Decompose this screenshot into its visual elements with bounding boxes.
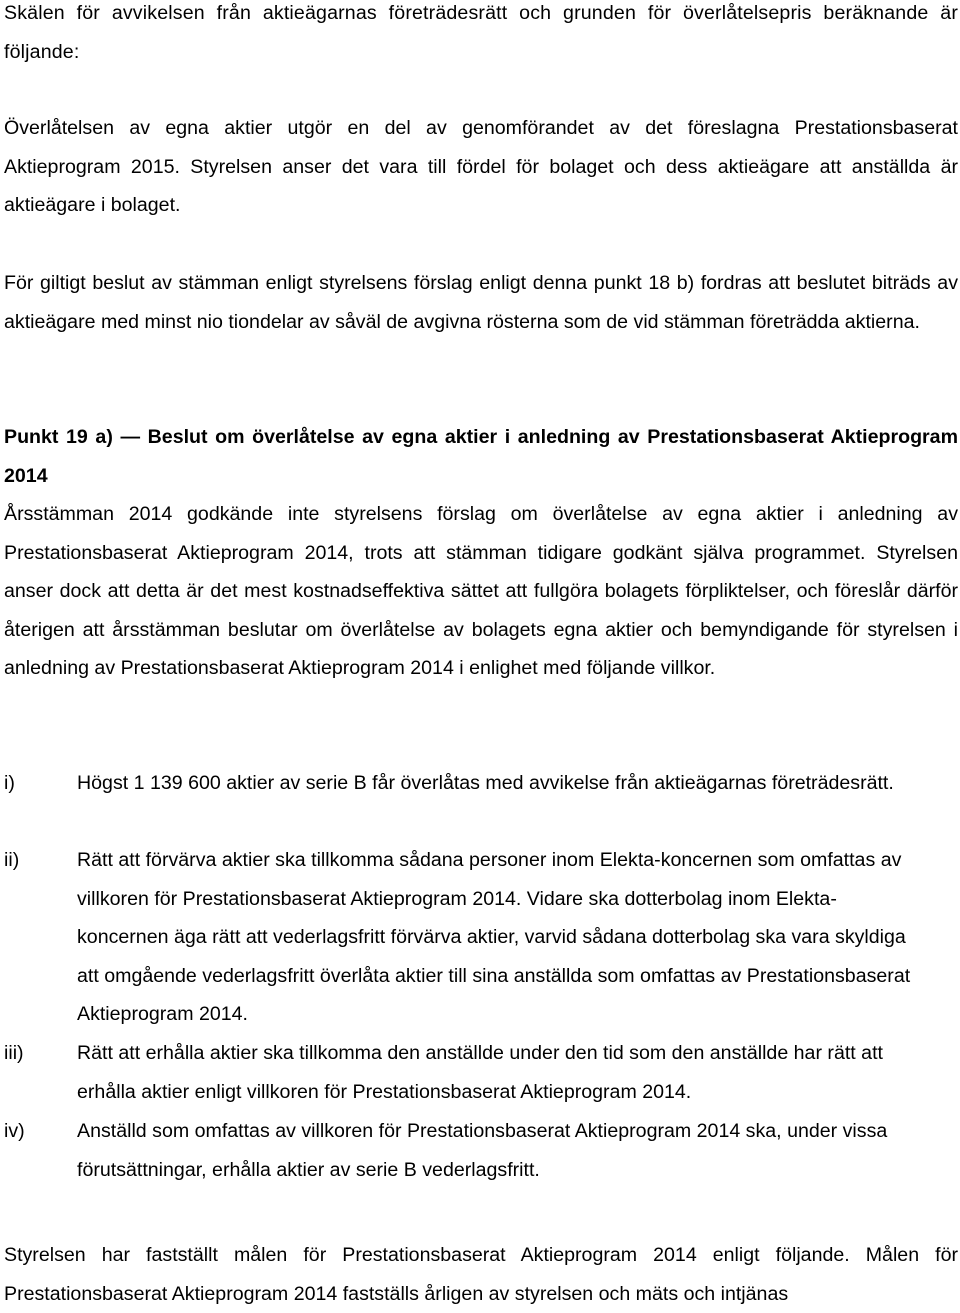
paragraph-background: Årsstämman 2014 godkände inte styrelsens förslag om överlåtelse av egna aktier i anledning av Prestationsbaserat Aktieprogram 2014, trots att stämman tidigare godkänt själva programmet. Styrelsen anser dock att detta är det mest kostnadseffektiva sättet att fullgöra bolagets förpliktelser, och föreslår därför återigen att årsstämman beslutar om överlåtelse av bolagets egna aktier och bemyndigande för styrelsen i anledning av Prestationsbaserat Aktieprogram 2014 i enlighet med följande villkor. [4, 503, 958, 679]
condition-text: Högst 1 139 600 aktier av serie B får överlåtas med avvikelse från aktieägarnas företrädesrätt. [77, 772, 894, 794]
paragraph-targets: Styrelsen har fastställt målen för Prestationsbaserat Aktieprogram 2014 enligt följande. Målen för Prestationsbaserat Aktieprogram 2014 fastställs årligen av styrelsen och mäts och intjänas [4, 1244, 958, 1305]
condition-text: Rätt att erhålla aktier ska tillkomma den anställde under den tid som den anställde har rätt att erhålla aktier enligt villkoren för Prestationsbaserat Aktieprogram 2014. [77, 1042, 883, 1103]
paragraph-intro: Skälen för avvikelsen från aktieägarnas företrädesrätt och grunden för överlåtelsepris beräknande är följande: [4, 2, 958, 63]
condition-text: Anställd som omfattas av villkoren för Prestationsbaserat Aktieprogram 2014 ska, under vissa förutsättningar, erhålla aktier av serie B vederlagsfritt. [77, 1120, 888, 1181]
condition-marker: iv) [4, 1120, 25, 1142]
paragraph-rationale: Överlåtelsen av egna aktier utgör en del av genomförandet av det föreslagna Prestationsbaserat Aktieprogram 2015. Styrelsen anser det vara till fördel för bolaget och dess aktieägare att anställda är aktieägare i bolaget. [4, 117, 958, 216]
condition-marker: ii) [4, 849, 20, 871]
condition-text: Rätt att förvärva aktier ska tillkomma sådana personer inom Elekta-koncernen som omfattas av villkoren för Prestationsbaserat Aktieprogram 2014. Vidare ska dotterbolag inom Elekta-koncernen äga rätt att vederlagsfritt förvärva aktier, varvid sådana dotterbolag ska vara skyldiga att omgående vederlagsfritt överlåta aktier till sina anställda som omfattas av Prestationsbaserat Aktieprogram 2014. [77, 849, 911, 1025]
paragraph-majority-requirement: För giltigt beslut av stämman enligt styrelsens förslag enligt denna punkt 18 b) fordras att beslutet biträds av aktieägare med minst nio tiondelar av såväl de avgivna rösterna som de vid stämman företrädda aktierna. [4, 272, 958, 333]
condition-marker: i) [4, 772, 15, 794]
section-heading-19a: Punkt 19 a) — Beslut om överlåtelse av egna aktier i anledning av Prestationsbaserat Aktieprogram 2014 [4, 426, 958, 487]
condition-marker: iii) [4, 1042, 24, 1064]
